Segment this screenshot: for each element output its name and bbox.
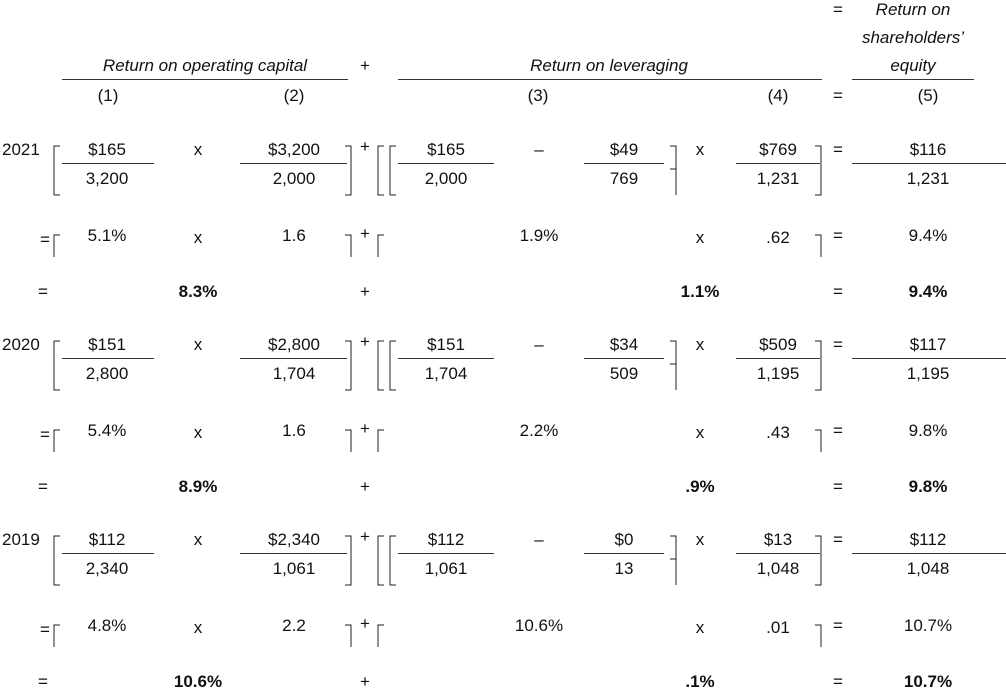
right-bracket xyxy=(345,536,351,585)
minus-sign: – xyxy=(534,530,544,549)
right-bracket xyxy=(670,559,676,585)
col-label-1: (1) xyxy=(97,86,119,105)
c4-numerator: $509 xyxy=(759,335,797,354)
times-sign: x xyxy=(193,530,203,549)
ratio-5: 9.4% xyxy=(908,226,948,245)
c1-denominator: 2,800 xyxy=(85,364,129,383)
left-bracket xyxy=(390,341,396,390)
times-sign: x xyxy=(695,335,705,354)
col-label-3: (3) xyxy=(527,86,549,105)
c2-numerator: $2,340 xyxy=(268,530,320,549)
equals-sign: = xyxy=(38,282,48,301)
left-bracket xyxy=(378,341,384,390)
times-sign: x xyxy=(695,228,705,247)
left-bracket xyxy=(54,430,60,452)
header-equals-top: = xyxy=(833,0,843,19)
ratio-4: .43 xyxy=(766,423,790,442)
c3-denominator: 1,704 xyxy=(424,364,468,383)
right-bracket xyxy=(815,430,821,452)
c2-denominator: 1,061 xyxy=(272,559,316,578)
equals-sign: = xyxy=(833,421,843,440)
right-bracket xyxy=(815,536,821,585)
left-bracket xyxy=(54,341,60,390)
ratio-1: 5.4% xyxy=(87,421,127,440)
times-sign: x xyxy=(193,335,203,354)
equals-sign: = xyxy=(38,477,48,496)
ratio-3: 1.9% xyxy=(519,226,559,245)
year-label: 2021 xyxy=(2,140,40,159)
c4-denominator: 1,231 xyxy=(756,169,800,188)
times-sign: x xyxy=(193,423,203,442)
roe-title-line1: Return on xyxy=(875,0,951,19)
plus-sign: + xyxy=(360,332,370,351)
total-leveraging: 1.1% xyxy=(680,282,720,301)
right-bracket xyxy=(815,625,821,647)
ratio-5: 9.8% xyxy=(908,421,948,440)
ratio-2: 1.6 xyxy=(282,421,306,440)
equals-sign: = xyxy=(40,620,50,639)
minus-sign: – xyxy=(534,140,544,159)
col-label-5: (5) xyxy=(917,86,939,105)
plus-sign: + xyxy=(360,224,370,243)
right-bracket xyxy=(345,146,351,195)
plus-sign: + xyxy=(360,527,370,546)
right-bracket xyxy=(815,235,821,257)
times-sign: x xyxy=(695,423,705,442)
ratio-1: 4.8% xyxy=(87,616,127,635)
total-operating: 8.3% xyxy=(178,282,218,301)
plus-sign: + xyxy=(360,282,370,301)
header-equals: = xyxy=(833,86,843,105)
right-bracket xyxy=(670,341,676,364)
c4-numerator: $13 xyxy=(763,530,793,549)
ratio-3: 10.6% xyxy=(514,616,564,635)
plus-sign: + xyxy=(360,614,370,633)
c1-denominator: 2,340 xyxy=(85,559,129,578)
right-bracket xyxy=(345,235,351,257)
c4-denominator: 1,048 xyxy=(756,559,800,578)
equals-sign: = xyxy=(833,672,843,691)
right-bracket xyxy=(670,364,676,390)
times-sign: x xyxy=(193,140,203,159)
times-sign: x xyxy=(695,618,705,637)
total-operating: 8.9% xyxy=(178,477,218,496)
right-bracket xyxy=(670,536,676,559)
plus-sign: + xyxy=(360,672,370,691)
minus-sign: – xyxy=(534,335,544,354)
total-roe: 9.8% xyxy=(908,477,948,496)
c2-numerator: $2,800 xyxy=(268,335,320,354)
c4-numerator: $769 xyxy=(759,140,797,159)
c1-denominator: 3,200 xyxy=(85,169,129,188)
c3-denominator: 1,061 xyxy=(424,559,468,578)
equals-sign: = xyxy=(833,282,843,301)
right-bracket xyxy=(345,341,351,390)
left-bracket xyxy=(378,235,384,257)
times-sign: x xyxy=(193,618,203,637)
right-bracket xyxy=(815,146,821,195)
c4-denominator: 1,195 xyxy=(756,364,800,383)
c5-denominator: 1,048 xyxy=(906,559,950,578)
plus-sign: + xyxy=(360,137,370,156)
right-bracket xyxy=(345,625,351,647)
times-sign: x xyxy=(695,140,705,159)
interest-numerator: $34 xyxy=(609,335,639,354)
interest-denominator: 13 xyxy=(614,559,634,578)
left-bracket xyxy=(378,625,384,647)
rol-title: Return on leveraging xyxy=(530,56,688,75)
equals-sign: = xyxy=(833,226,843,245)
total-operating: 10.6% xyxy=(173,672,223,691)
c3-numerator: $151 xyxy=(427,335,465,354)
c5-numerator: $117 xyxy=(909,335,947,354)
c1-numerator: $151 xyxy=(88,335,126,354)
c3-denominator: 2,000 xyxy=(424,169,468,188)
c2-denominator: 1,704 xyxy=(272,364,316,383)
ratio-4: .01 xyxy=(766,618,790,637)
c5-denominator: 1,195 xyxy=(906,364,950,383)
left-bracket xyxy=(390,536,396,585)
ratio-2: 1.6 xyxy=(282,226,306,245)
right-bracket xyxy=(815,341,821,390)
left-bracket xyxy=(54,235,60,257)
plus-sign: + xyxy=(360,419,370,438)
left-bracket xyxy=(378,430,384,452)
c3-numerator: $112 xyxy=(427,530,465,549)
equals-sign: = xyxy=(833,335,843,354)
left-bracket xyxy=(390,146,396,195)
times-sign: x xyxy=(193,228,203,247)
roe-title-line3: equity xyxy=(890,56,936,75)
left-bracket xyxy=(54,625,60,647)
c2-denominator: 2,000 xyxy=(272,169,316,188)
right-bracket xyxy=(670,146,676,169)
c5-numerator: $112 xyxy=(909,530,947,549)
c3-numerator: $165 xyxy=(427,140,465,159)
interest-denominator: 509 xyxy=(609,364,639,383)
right-bracket xyxy=(670,169,676,195)
ratio-5: 10.7% xyxy=(903,616,953,635)
total-roe: 9.4% xyxy=(908,282,948,301)
header-plus: + xyxy=(360,56,370,75)
year-label: 2020 xyxy=(2,335,40,354)
total-leveraging: .1% xyxy=(685,672,715,691)
ratio-1: 5.1% xyxy=(87,226,127,245)
c1-numerator: $112 xyxy=(88,530,126,549)
c1-numerator: $165 xyxy=(88,140,126,159)
rooc-title: Return on operating capital xyxy=(102,56,308,75)
ratio-4: .62 xyxy=(766,228,790,247)
c5-numerator: $116 xyxy=(909,140,947,159)
interest-numerator: $49 xyxy=(609,140,639,159)
equals-sign: = xyxy=(40,230,50,249)
ratio-3: 2.2% xyxy=(519,421,559,440)
equals-sign: = xyxy=(833,477,843,496)
col-label-2: (2) xyxy=(283,86,305,105)
equals-sign: = xyxy=(833,530,843,549)
col-label-4: (4) xyxy=(767,86,789,105)
interest-denominator: 769 xyxy=(609,169,639,188)
ratio-2: 2.2 xyxy=(282,616,306,635)
left-bracket xyxy=(378,146,384,195)
times-sign: x xyxy=(695,530,705,549)
interest-numerator: $0 xyxy=(614,530,634,549)
left-bracket xyxy=(54,146,60,195)
left-bracket xyxy=(54,536,60,585)
roe-title-line2: shareholders’ xyxy=(861,28,965,47)
right-bracket xyxy=(345,430,351,452)
equals-sign: = xyxy=(38,672,48,691)
c5-denominator: 1,231 xyxy=(906,169,950,188)
total-leveraging: .9% xyxy=(685,477,715,496)
plus-sign: + xyxy=(360,477,370,496)
equals-sign: = xyxy=(833,140,843,159)
c2-numerator: $3,200 xyxy=(268,140,320,159)
year-label: 2019 xyxy=(2,530,40,549)
left-bracket xyxy=(378,536,384,585)
equals-sign: = xyxy=(833,616,843,635)
total-roe: 10.7% xyxy=(903,672,953,691)
equals-sign: = xyxy=(40,425,50,444)
